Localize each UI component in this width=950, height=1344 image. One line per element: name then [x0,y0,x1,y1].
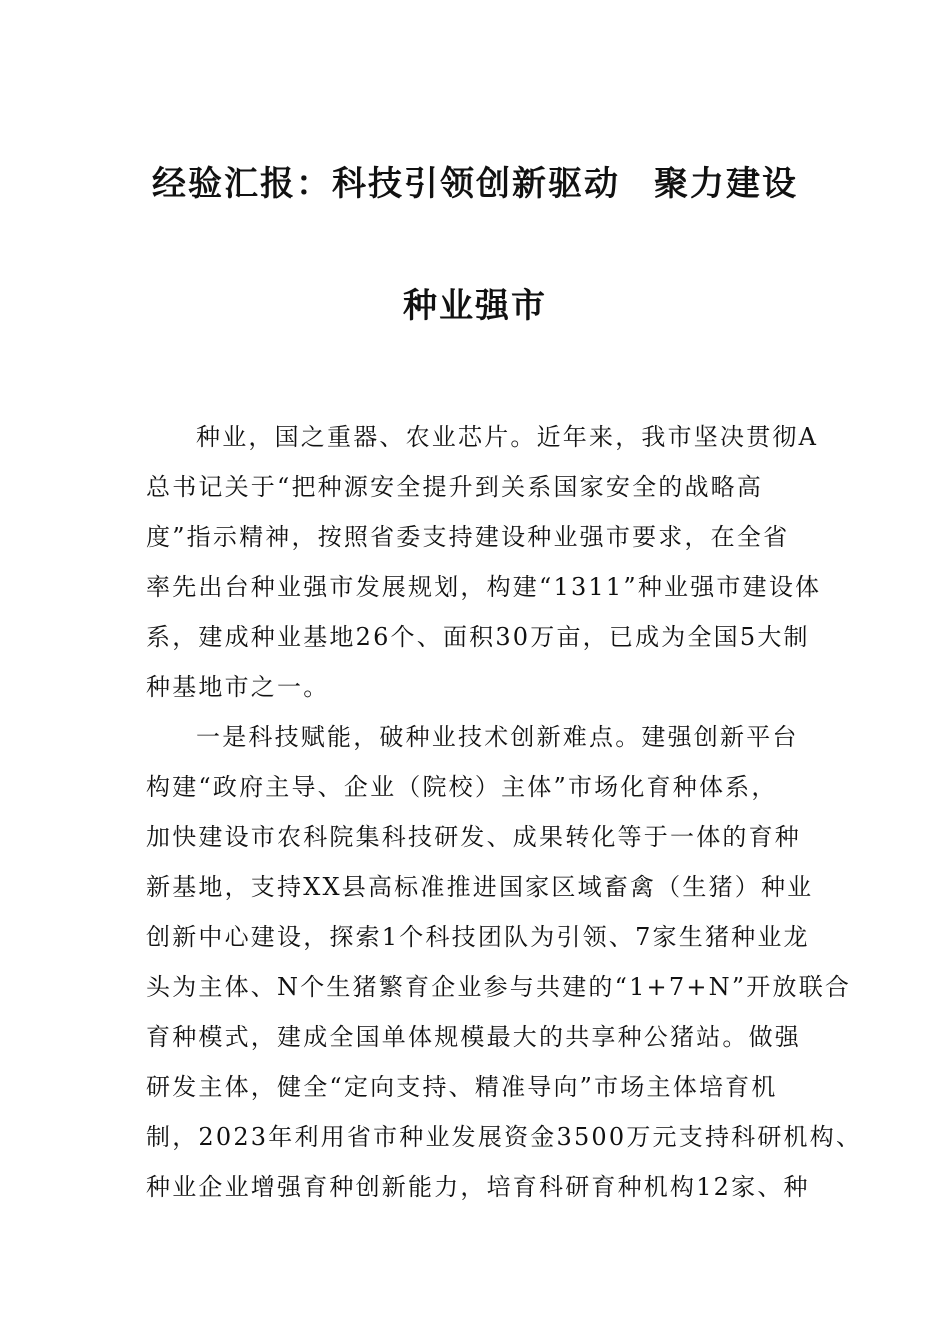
paragraph-2-line: 加快建设市农科院集科技研发、成果转化等于一体的育种 [146,823,801,851]
paragraph-1-line: 系，建成种业基地26个、面积30万亩，已成为全国5大制 [146,623,810,651]
paragraph-2-line: 育种模式，建成全国单体规模最大的共享种公猪站。做强 [146,1023,801,1051]
document-body [146,412,863,1212]
title-part-2: 聚力建设 [654,164,798,204]
paragraph-1-line: 度”指示精神，按照省委支持建设种业强市要求，在全省 [146,523,790,551]
paragraph-1-line: 种业，国之重器、农业芯片。近年来，我市坚决贯彻A [196,423,819,451]
paragraph-1-line: 率先出台种业强市发展规划，构建“1311”种业强市建设体 [146,573,822,601]
document-title-line-2 [100,278,850,327]
document-title-line-1 [100,156,850,205]
title-part-3: 种业强市 [403,286,547,326]
title-part-1: 经验汇报：科技引领创新驱动 [152,164,620,204]
paragraph-2-line: 一是科技赋能，破种业技术创新难点。建强创新平台 [196,723,799,751]
paragraph-2-line: 头为主体、N个生猪繁育企业参与共建的“1+7+N”开放联合 [146,973,852,1001]
paragraph-2-line: 构建“政府主导、企业（院校）主体”市场化育种体系， [146,773,778,801]
paragraph-1-line: 种基地市之一。 [146,673,330,701]
paragraph-2-line: 制，2023年利用省市种业发展资金3500万元支持科研机构、 [146,1123,863,1151]
paragraph-2-line: 创新中心建设，探索1个科技团队为引领、7家生猪种业龙 [146,923,810,951]
paragraph-1-line: 总书记关于“把种源安全提升到关系国家安全的战略高 [146,473,764,501]
paragraph-2-line: 新基地，支持XX县高标准推进国家区域畜禽（生猪）种业 [146,873,814,901]
paragraph-2-line: 种业企业增强育种创新能力，培育科研育种机构12家、种 [146,1173,810,1201]
paragraph-2-line: 研发主体，健全“定向支持、精准导向”市场主体培育机 [146,1073,778,1101]
